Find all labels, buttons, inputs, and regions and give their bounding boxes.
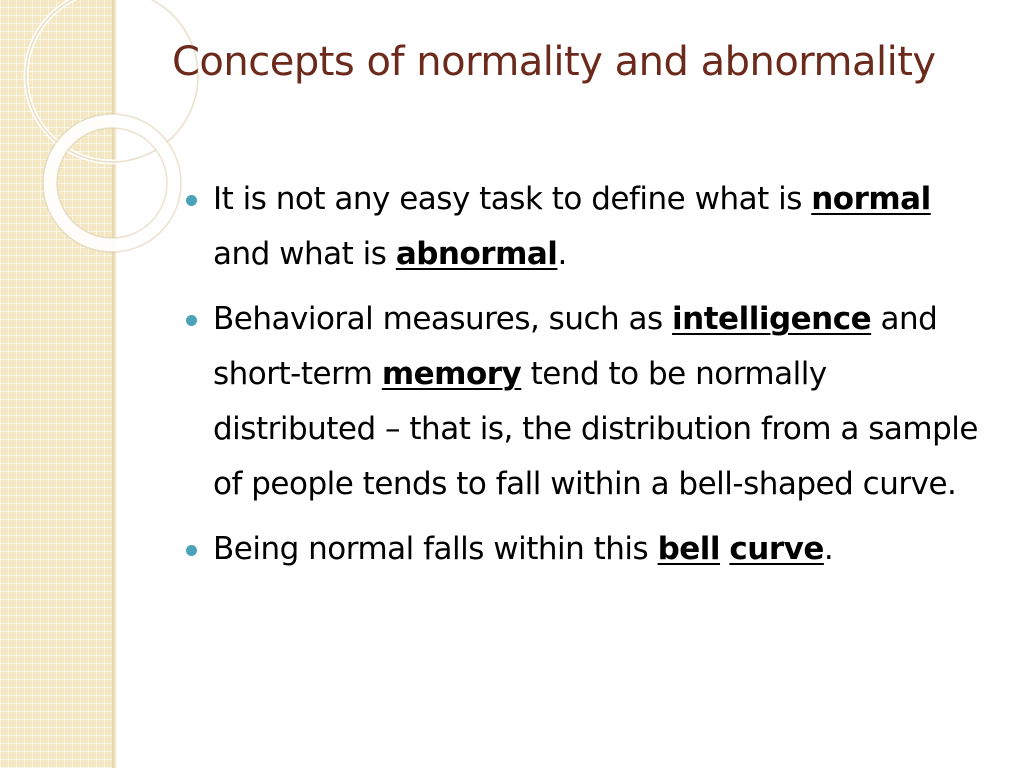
bullet-item <box>186 172 986 282</box>
bullet-text: . <box>823 531 834 567</box>
slide-title: Concepts of normality and abnormality <box>172 39 936 85</box>
bullet-text: Being normal falls within this <box>213 531 658 567</box>
bullet-list <box>186 172 986 587</box>
bullet-text <box>720 531 729 567</box>
keyword-curve: curve <box>729 531 824 567</box>
bullet-text: and what is <box>213 236 396 272</box>
bullet-dot-icon <box>186 195 197 206</box>
keyword-normal: normal <box>811 181 931 217</box>
bullet-item <box>186 292 986 512</box>
bullet-text: Behavioral measures, such as <box>213 301 673 337</box>
bullet-dot-icon <box>186 545 197 556</box>
bullet-text: tend to be normally distributed – that is, the distribution from a sample of people tends to fall within a bell-shaped curve. <box>213 356 978 502</box>
bullet-text: and short-term <box>213 301 938 392</box>
bullet-dot-icon <box>186 315 197 326</box>
bullet-text: . <box>557 236 567 272</box>
bullet-item <box>186 522 986 577</box>
keyword-memory: memory <box>381 356 522 392</box>
bullet-text: It is not any easy task to define what is <box>213 181 812 217</box>
keyword-bell: bell <box>657 531 721 567</box>
keyword-abnormal: abnormal <box>395 236 558 272</box>
decorative-rings-icon <box>0 0 200 260</box>
keyword-intelligence: intelligence <box>672 301 872 337</box>
